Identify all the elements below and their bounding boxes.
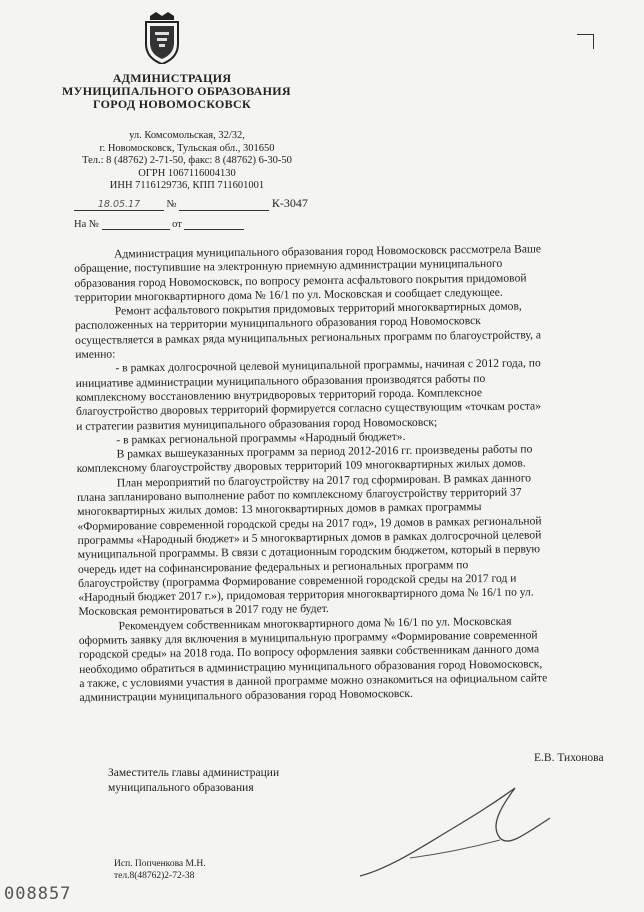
reference-number-line	[102, 218, 170, 230]
body-line: оформить заявку для включения в муниципальную программу «Формирование современной	[78, 628, 538, 647]
reference-from-label: от	[172, 219, 182, 230]
reference-label: На №	[74, 219, 99, 230]
body-line: образования город Новомосковск, по вопросу ремонта асфальтового покрытия придомовой	[74, 271, 527, 290]
registration-number-label: №	[166, 199, 177, 210]
position-line2: муниципального образования	[108, 781, 254, 794]
body-line: плана запланировано выполнение работ по комплексному благоустройству территорий 37	[76, 485, 522, 505]
registration-number: К-3047	[271, 196, 308, 210]
address-ogrn: ОГРН 1067116004130	[138, 167, 236, 179]
body-line: и стратегии развития муниципального образования город Новомосковск;	[76, 415, 438, 433]
body-line: В рамках вышеуказанных программ за период 2012-2016 гг. произведены работы по	[116, 442, 533, 461]
body-line: благоустройство дворовых территорий формируется согласно существующим «точкам роста»	[75, 399, 542, 419]
address-city: г. Новомосковск, Тульская обл., 301650	[99, 142, 275, 154]
executor-phone: тел.8(48762)2-72-38	[114, 871, 195, 881]
registration-number-line	[179, 199, 269, 211]
org-name-line1: АДМИНИСТРАЦИЯ	[112, 71, 232, 85]
body-line: осуществляется в рамках ряда муниципальных региональных программ по благоустройству, а	[75, 328, 542, 347]
body-line: городской среды» на 2018 года. По вопросу оформления заявки собственникам данного дома	[78, 642, 540, 662]
body-line: - в рамках долгосрочной целевой муниципальной программы, начиная с 2012 года, по	[115, 356, 541, 375]
executor-name: Исп. Попченкова М.Н.	[114, 859, 206, 869]
address-street: ул. Комсомольская, 32/32,	[129, 130, 245, 141]
body-line: комплексному восстановлению внутридворовых территорий города. Комплексное	[75, 385, 483, 404]
body-line: очередь идет на софинансирование федеральных и региональных программ по	[77, 557, 469, 576]
body-line: расположенных на территории муниципального образования город Новомосковск	[74, 314, 481, 333]
body-line: Ремонт асфальтового покрытия придомовых территорий многоквартирных домов,	[114, 299, 522, 318]
coat-of-arms-icon	[142, 12, 182, 64]
body-line: План мероприятий по благоустройству на 2017 год сформирован. В рамках данного	[116, 471, 532, 490]
body-line: многоквартирных жилых домов: 13 многоквартирных домов в рамках программы	[77, 500, 482, 519]
body-line: «Формирование современной городской среды на 2017 год», 19 домов в рамках региональной	[77, 513, 542, 533]
handwritten-signature	[350, 778, 560, 888]
registration-date-field	[74, 199, 164, 211]
body-line: необходимо обратиться в администрацию муниципального образования город Новомосковск,	[79, 656, 543, 676]
body-line: комплексному благоустройству дворовых территорий 109 многоквартирных жилых домов.	[76, 456, 526, 476]
organization-header	[62, 71, 291, 111]
position-line1: Заместитель главы администрации	[108, 767, 280, 779]
body-line: администрации муниципального образования город Новомосковск.	[79, 687, 414, 705]
body-line: - в рамках региональной программы «Народный бюджет».	[116, 429, 406, 447]
document-stamp-number: 008857	[4, 884, 72, 904]
body-line: именно:	[75, 347, 116, 362]
signatory-position	[108, 766, 279, 795]
org-name-line3: ГОРОД НОВОМОСКОВСК	[93, 97, 251, 111]
outgoing-registration	[74, 196, 308, 211]
body-line: благоустройству (программа Формирование современной городской среды на 2017 год и	[78, 571, 517, 590]
body-line: а также, с условиями участия в данной программе можно ознакомиться на официальном сайте	[79, 671, 548, 690]
body-line: обращение, поступившие на электронную приемную администрации муниципального	[74, 257, 503, 276]
body-line: программы «Народный бюджет» и 5 многоквартирных домов в рамках долгосрочной целевой	[77, 528, 542, 547]
organization-address	[52, 130, 322, 193]
org-name-line2: МУНИЦИПАЛЬНОГО ОБРАЗОВАНИЯ	[62, 84, 291, 98]
body-line: территории многоквартирного дома № 16/1 по ул. Московская и сообщает следующее.	[74, 285, 503, 304]
body-line: муниципальной программы. В связи с дотационным городским бюджетом, который в первую	[77, 542, 541, 562]
address-inn: ИНН 7116129736, КПП 711601001	[109, 180, 265, 191]
body-line: инициативе администрации муниципального образования производятся работы по	[75, 371, 486, 390]
registration-date: 18.05.17	[97, 199, 141, 210]
corner-mark	[577, 34, 594, 49]
body-line: Московская ремонтироваться в 2017 году не будет.	[78, 602, 329, 619]
signatory-name: Е.В. Тихонова	[534, 752, 604, 764]
letter-body	[74, 241, 640, 705]
executor-info	[114, 858, 206, 882]
address-phone: Тел.: 8 (48762) 2-71-50, факс: 8 (48762) 6-30-50	[82, 155, 292, 166]
incoming-reference	[74, 218, 244, 230]
reference-date-line	[184, 218, 244, 230]
body-line: Администрация муниципального образования город Новомосковск рассмотрела Ваше	[113, 242, 542, 261]
body-line: «Народный бюджет 2017 г.»), придомовая территория многоквартирного дома № 16/1 по ул.	[78, 585, 534, 605]
body-line: Рекомендуем собственникам многоквартирного дома № 16/1 по ул. Московская	[118, 614, 512, 633]
